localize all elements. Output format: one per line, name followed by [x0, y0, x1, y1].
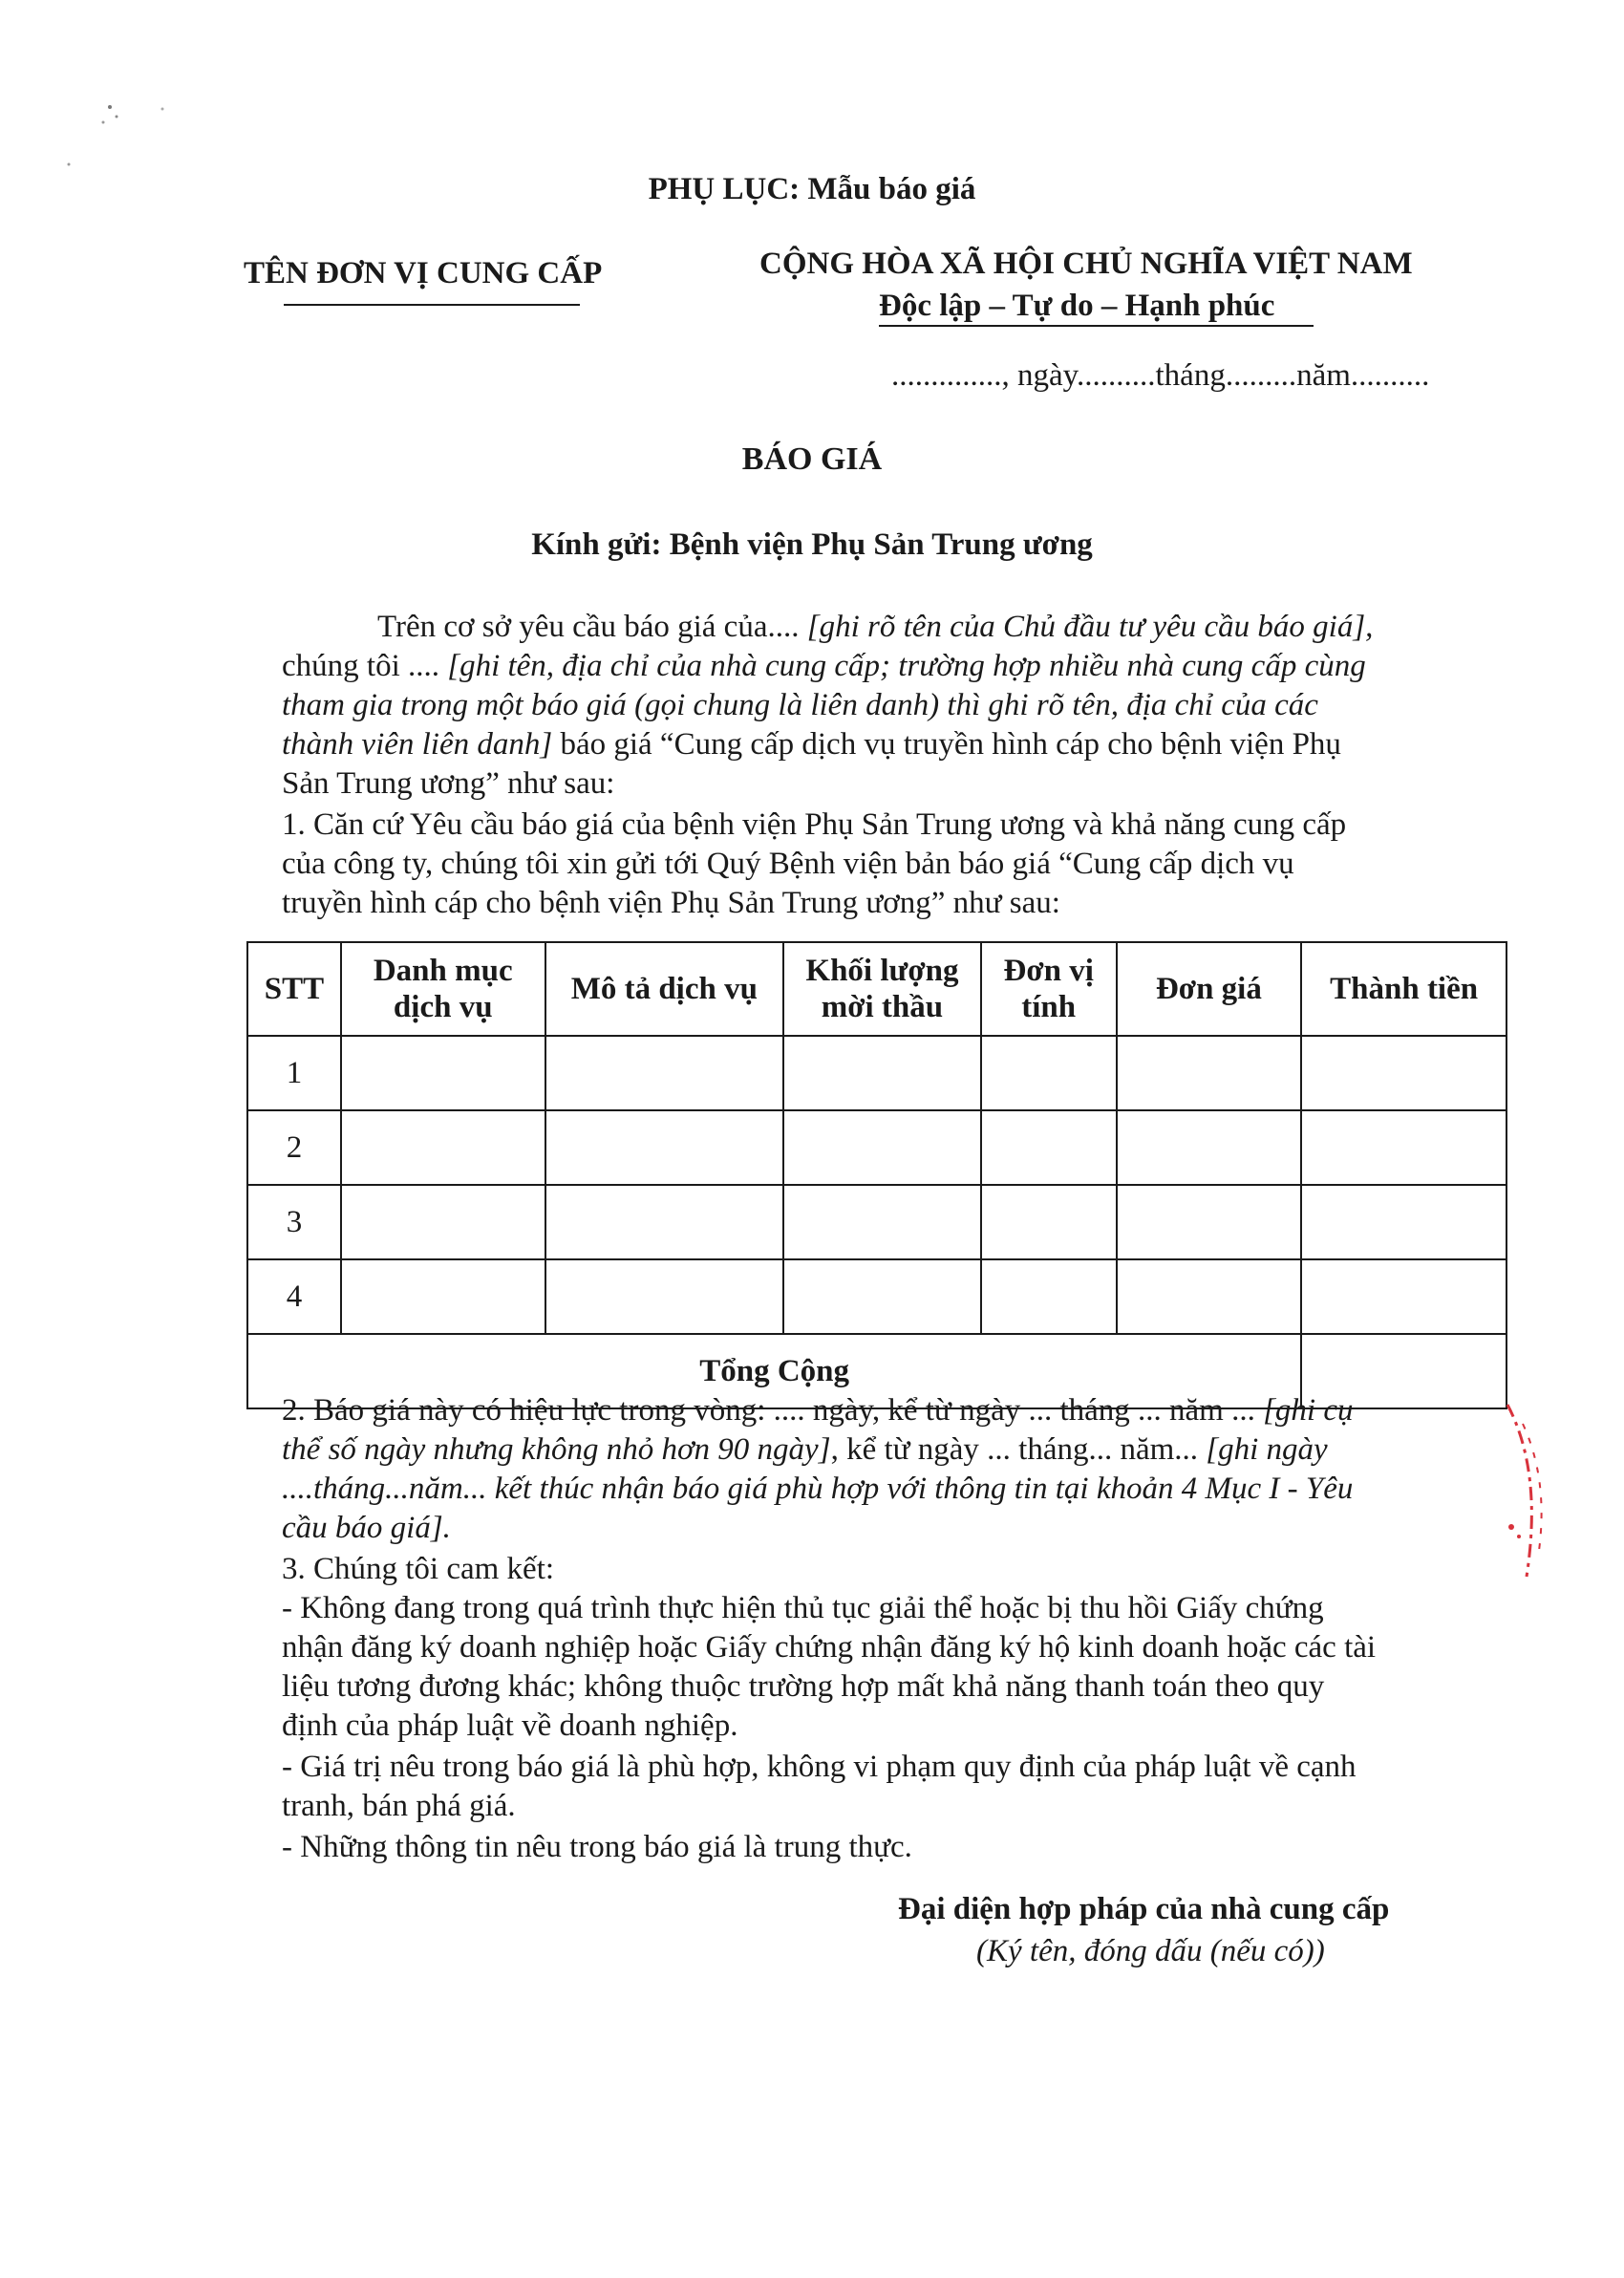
appendix-subject: Mẫu báo giá [807, 172, 976, 206]
cell-quantity [783, 1259, 981, 1334]
item2-placeholder: [ghi ngày [1198, 1432, 1328, 1467]
cell-unit-price [1117, 1036, 1302, 1110]
header-unit-line-2: tính [1021, 990, 1077, 1024]
header-description: Mô tả dịch vụ [545, 942, 784, 1036]
cell-category [341, 1036, 545, 1110]
cell-unit [981, 1185, 1117, 1259]
header-quantity [783, 942, 981, 1036]
recipient-line: Kính gửi: Bệnh viện Phụ Sản Trung ương [531, 527, 1093, 562]
cell-category [341, 1185, 545, 1259]
item2-text: 2. Báo giá này có hiệu lực trong vòng: .... ngày, kể từ ngày ... tháng ... năm ... [282, 1393, 1255, 1428]
header-quantity-line-2: mời thầu [821, 990, 944, 1024]
header-unit-price: Đơn giá [1117, 942, 1302, 1036]
intro-placeholder-consortium: thành viên liên danh] [282, 727, 553, 762]
cell-quantity [783, 1185, 981, 1259]
header-category [341, 942, 545, 1036]
item2-line-2 [282, 1430, 1495, 1469]
cell-unit [981, 1259, 1117, 1334]
intro-text: Trên cơ sở yêu cầu báo giá của.... [377, 610, 800, 644]
header-unit-line-1: Đơn vị [1003, 954, 1094, 988]
row-number: 3 [247, 1185, 341, 1259]
commitment-1-line-4: định của pháp luật về doanh nghiệp. [282, 1708, 738, 1743]
signature-title: Đại diện hợp pháp của nhà cung cấp [898, 1892, 1390, 1926]
row-number: 1 [247, 1036, 341, 1110]
national-motto: Độc lập – Tự do – Hạnh phúc [879, 289, 1275, 323]
cell-category [341, 1259, 545, 1334]
signature-note: (Ký tên, đóng dấu (nếu có)) [976, 1934, 1325, 1968]
cell-unit-price [1117, 1259, 1302, 1334]
cell-unit [981, 1110, 1117, 1185]
stamp-mark [1490, 1386, 1586, 1596]
intro-placeholder-requester: [ghi rõ tên của Chủ đầu tư yêu cầu báo giá], [806, 610, 1374, 644]
item2-text: , kể từ ngày ... tháng... năm... [830, 1432, 1199, 1467]
motto-underline [879, 325, 1314, 327]
date-line: .............., ngày..........tháng.........năm.......... [891, 358, 1430, 393]
country-name: CỘNG HÒA XÃ HỘI CHỦ NGHĨA VIỆT NAM [759, 247, 1413, 281]
intro-text: báo giá “Cung cấp dịch vụ truyền hình cáp cho bệnh viện Phụ [552, 727, 1341, 762]
commitment-2-line-2: tranh, bán phá giá. [282, 1789, 516, 1823]
header-category-line-2: dịch vụ [393, 990, 493, 1024]
cell-description [545, 1110, 784, 1185]
commitment-1-line-2: nhận đăng ký doanh nghiệp hoặc Giấy chứng nhận đăng ký hộ kinh doanh hoặc các tài [282, 1630, 1377, 1665]
item2-line-1 [282, 1391, 1495, 1429]
intro-line-3: tham gia trong một báo giá (gọi chung là liên danh) thì ghi rõ tên, địa chỉ của các [282, 688, 1318, 722]
header-unit [981, 942, 1117, 1036]
cell-quantity [783, 1110, 981, 1185]
table-row [247, 1110, 1506, 1185]
item3-heading: 3. Chúng tôi cam kết: [282, 1552, 555, 1586]
appendix-label: PHỤ LỤC: [648, 172, 801, 206]
cell-category [341, 1110, 545, 1185]
commitment-1-line-1: - Không đang trong quá trình thực hiện thủ tục giải thể hoặc bị thu hồi Giấy chứng [282, 1591, 1324, 1625]
header-category-line-1: Danh mục [373, 954, 513, 988]
item2-line-3: ....tháng...năm... kết thúc nhận báo giá phù hợp với thông tin tại khoản 4 Mục I - Yêu [282, 1472, 1354, 1506]
commitment-1-line-3: liệu tương đương khác; không thuộc trường hợp mất khả năng thanh toán theo quy [282, 1669, 1325, 1704]
issuer-name: TÊN ĐƠN VỊ CUNG CẤP [244, 256, 603, 290]
item2-placeholder: [ghi cụ [1254, 1393, 1354, 1428]
table-row [247, 1036, 1506, 1110]
appendix-title [0, 172, 1624, 207]
cell-unit-price [1117, 1110, 1302, 1185]
intro-text: chúng tôi .... [282, 649, 439, 683]
table-header-row [247, 942, 1506, 1036]
cell-amount [1301, 1036, 1506, 1110]
intro-line-2 [282, 647, 1495, 685]
cell-amount [1301, 1110, 1506, 1185]
header-quantity-line-1: Khối lượng [805, 954, 959, 988]
intro-placeholder-supplier: [ghi tên, địa chỉ của nhà cung cấp; trường hợp nhiều nhà cung cấp cùng [447, 649, 1366, 683]
cell-amount [1301, 1185, 1506, 1259]
commitment-3: - Những thông tin nêu trong báo giá là trung thực. [282, 1830, 912, 1864]
header-amount: Thành tiền [1301, 942, 1506, 1036]
commitment-2-line-1: - Giá trị nêu trong báo giá là phù hợp, không vi phạm quy định của pháp luật về cạnh [282, 1750, 1357, 1784]
intro-line-4 [282, 725, 1495, 763]
item1-line-1: 1. Căn cứ Yêu cầu báo giá của bệnh viện Phụ Sản Trung ương và khả năng cung cấp [282, 807, 1347, 842]
intro-line-1 [377, 608, 1495, 646]
row-number: 4 [247, 1259, 341, 1334]
cell-unit-price [1117, 1185, 1302, 1259]
cell-description [545, 1259, 784, 1334]
item1-line-3: truyền hình cáp cho bệnh viện Phụ Sản Trung ương” như sau: [282, 886, 1060, 920]
quote-table [246, 941, 1507, 1409]
table-row [247, 1185, 1506, 1259]
header-stt: STT [247, 942, 341, 1036]
cell-quantity [783, 1036, 981, 1110]
table-row [247, 1259, 1506, 1334]
item2-line-4: cầu báo giá]. [282, 1511, 451, 1545]
cell-unit [981, 1036, 1117, 1110]
document-title: BÁO GIÁ [741, 441, 883, 477]
issuer-underline [284, 304, 580, 306]
item1-line-2: của công ty, chúng tôi xin gửi tới Quý Bệnh viện bản báo giá “Cung cấp dịch vụ [282, 847, 1294, 881]
scan-speckles [57, 96, 191, 172]
cell-description [545, 1185, 784, 1259]
cell-description [545, 1036, 784, 1110]
intro-line-5: Sản Trung ương” như sau: [282, 766, 615, 801]
item2-placeholder: thể số ngày nhưng không nhỏ hơn 90 ngày] [282, 1432, 831, 1467]
cell-amount [1301, 1259, 1506, 1334]
row-number: 2 [247, 1110, 341, 1185]
total-label: Tổng Cộng [247, 1334, 1301, 1408]
